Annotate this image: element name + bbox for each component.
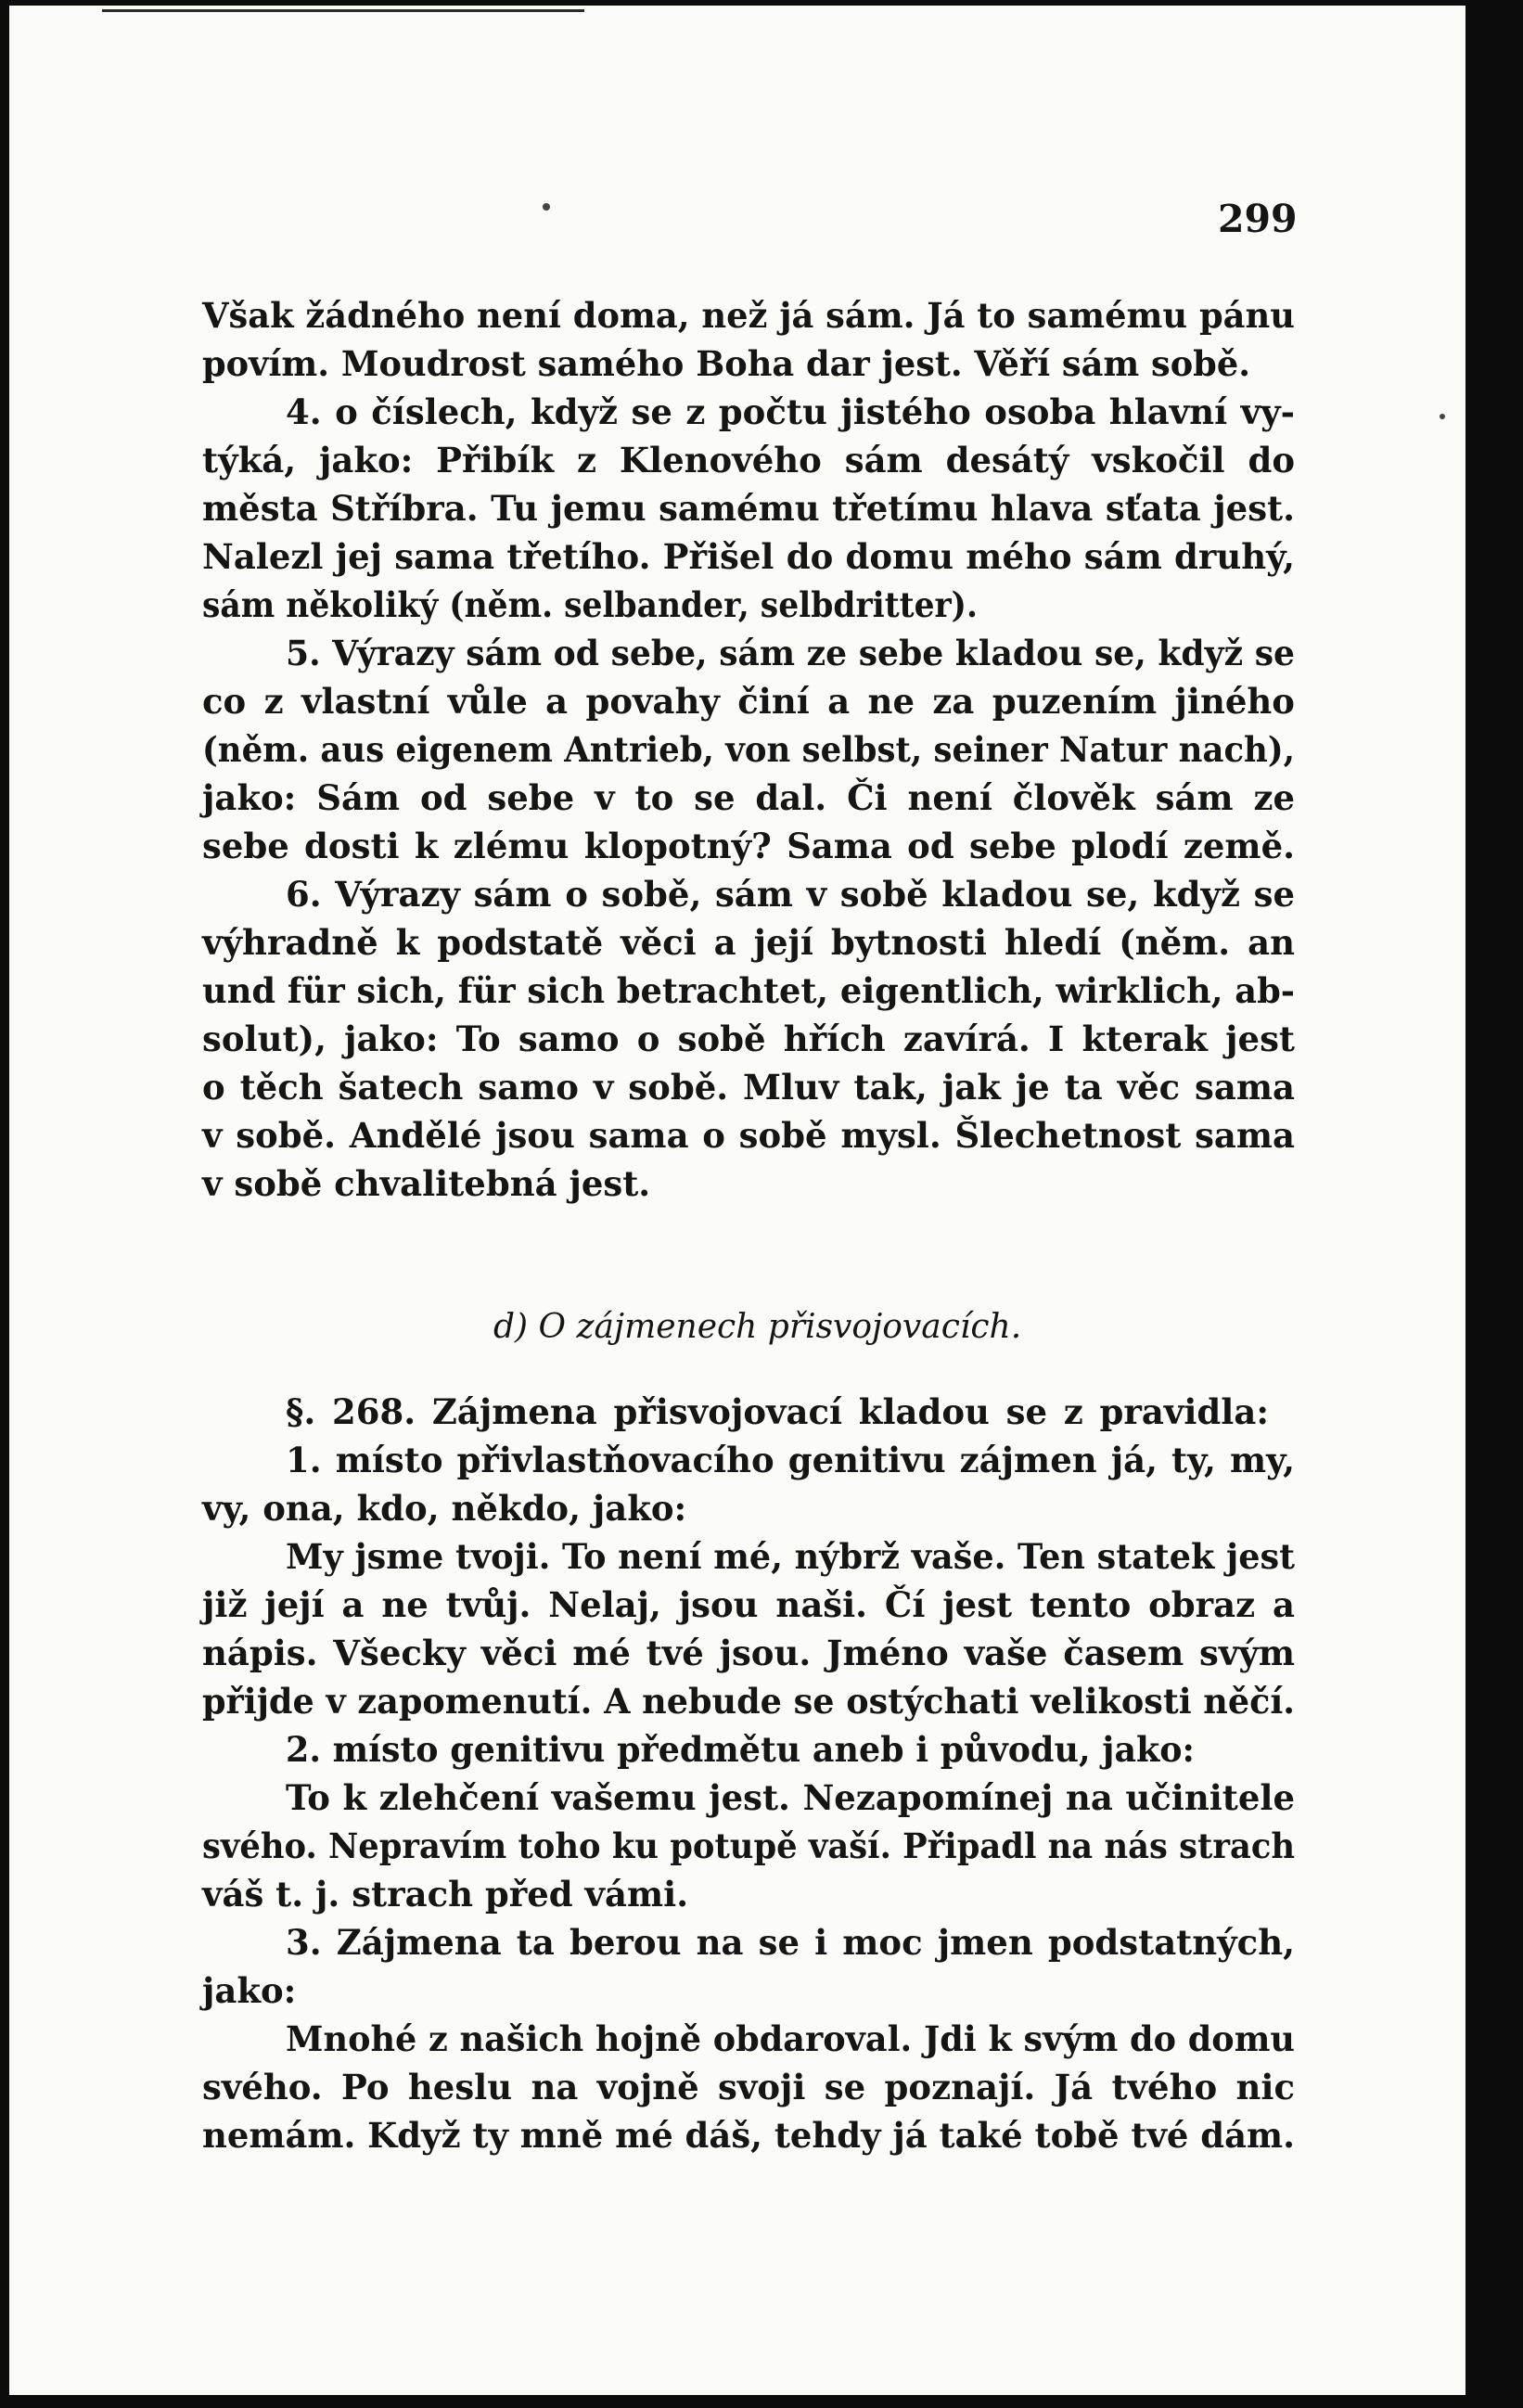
speck [543, 203, 550, 211]
text-line: 4. o číslech, když se z počtu jistého osoba hlavní vy- [286, 391, 1295, 432]
text-line: přijde v zapomenutí. A nebude se ostýchati velikosti něčí. [202, 1681, 1295, 1722]
text-line: povím. Moudrost samého Boha dar jest. Věří sám sobě. [202, 343, 1250, 384]
text-line: sám několiký (něm. selbander, selbdritter). [202, 584, 978, 625]
text-line: co z vlastní vůle a povahy činí a ne za puzením jiného [202, 681, 1295, 722]
text-line: nemám. Když ty mně mé dáš, tehdy já také tobě tvé dám. [202, 2115, 1295, 2156]
text-line: nápis. Všecky věci mé tvé jsou. Jméno vaše časem svým [202, 1633, 1295, 1673]
text-line: To k zlehčení vašemu jest. Nezapomínej na učinitele [286, 1777, 1295, 1818]
text-line: jako: Sám od sebe v to se dal. Či není člověk sám ze [202, 777, 1295, 818]
text-line: svého. Po heslu na vojně svoji se poznají. Já tvého nic [202, 2067, 1295, 2107]
page [9, 6, 1465, 2395]
text-line: města Stříbra. Tu jemu samému třetímu hlava sťata jest. [202, 488, 1295, 529]
scan-edge-line [102, 9, 584, 12]
text-line: 1. místo přivlastňovacího genitivu zájmen já, ty, my, [286, 1440, 1295, 1480]
text-line: 6. Výrazy sám o sobě, sám v sobě kladou se, když se [286, 874, 1295, 915]
text-line: 3. Zájmena ta berou na se i moc jmen podstatných, [286, 1922, 1295, 1963]
section-heading: d) O zájmenech přisvojovacích. [493, 1308, 1022, 1346]
text-line: váš t. j. strach před vámi. [202, 1874, 689, 1915]
text-line: 2. místo genitivu předmětu aneb i původu, jako: [286, 1729, 1195, 1770]
text-line: v sobě chvalitebná jest. [202, 1163, 651, 1204]
text-line: vy, ona, kdo, někdo, jako: [202, 1488, 687, 1529]
text-line: 5. Výrazy sám od sebe, sám ze sebe kladou se, když se [286, 633, 1295, 673]
text-line: und für sich, für sich betrachtet, eigentlich, wirklich, ab- [202, 970, 1295, 1011]
text-line: svého. Nepravím toho ku potupě vaší. Připadl na nás strach [202, 1825, 1295, 1866]
text-line: sebe dosti k zlému klopotný? Sama od sebe plodí země. [202, 826, 1295, 866]
text-line: jako: [202, 1970, 297, 2011]
page-number: 299 [1218, 197, 1298, 241]
text-line: o těch šatech samo v sobě. Mluv tak, jak je ta věc sama [202, 1067, 1295, 1108]
text-line: solut), jako: To samo o sobě hřích zavírá. I kterak jest [202, 1018, 1295, 1059]
text-line: týká, jako: Přibík z Klenového sám desátý vskočil do [202, 440, 1295, 480]
text-line: (něm. aus eigenem Antrieb, von selbst, seiner Natur nach), [202, 729, 1295, 770]
text-line: Však žádného není doma, než já sám. Já to samému pánu [202, 295, 1295, 336]
text-line: §. 268. Zájmena přisvojovací kladou se z pravidla: [286, 1391, 1269, 1432]
text-line: Mnohé z našich hojně obdaroval. Jdi k svým do domu [286, 2018, 1295, 2059]
text-line: výhradně k podstatě věci a její bytnosti hledí (něm. an [202, 922, 1295, 963]
text-line: My jsme tvoji. To není mé, nýbrž vaše. Ten statek jest [286, 1536, 1295, 1577]
text-line: již její a ne tvůj. Nelaj, jsou naši. Čí jest tento obraz a [202, 1584, 1295, 1625]
text-line: Nalezl jej sama třetího. Přišel do domu mého sám druhý, [202, 536, 1295, 577]
text-line: v sobě. Andělé jsou sama o sobě mysl. Šlechetnost sama [202, 1115, 1295, 1156]
